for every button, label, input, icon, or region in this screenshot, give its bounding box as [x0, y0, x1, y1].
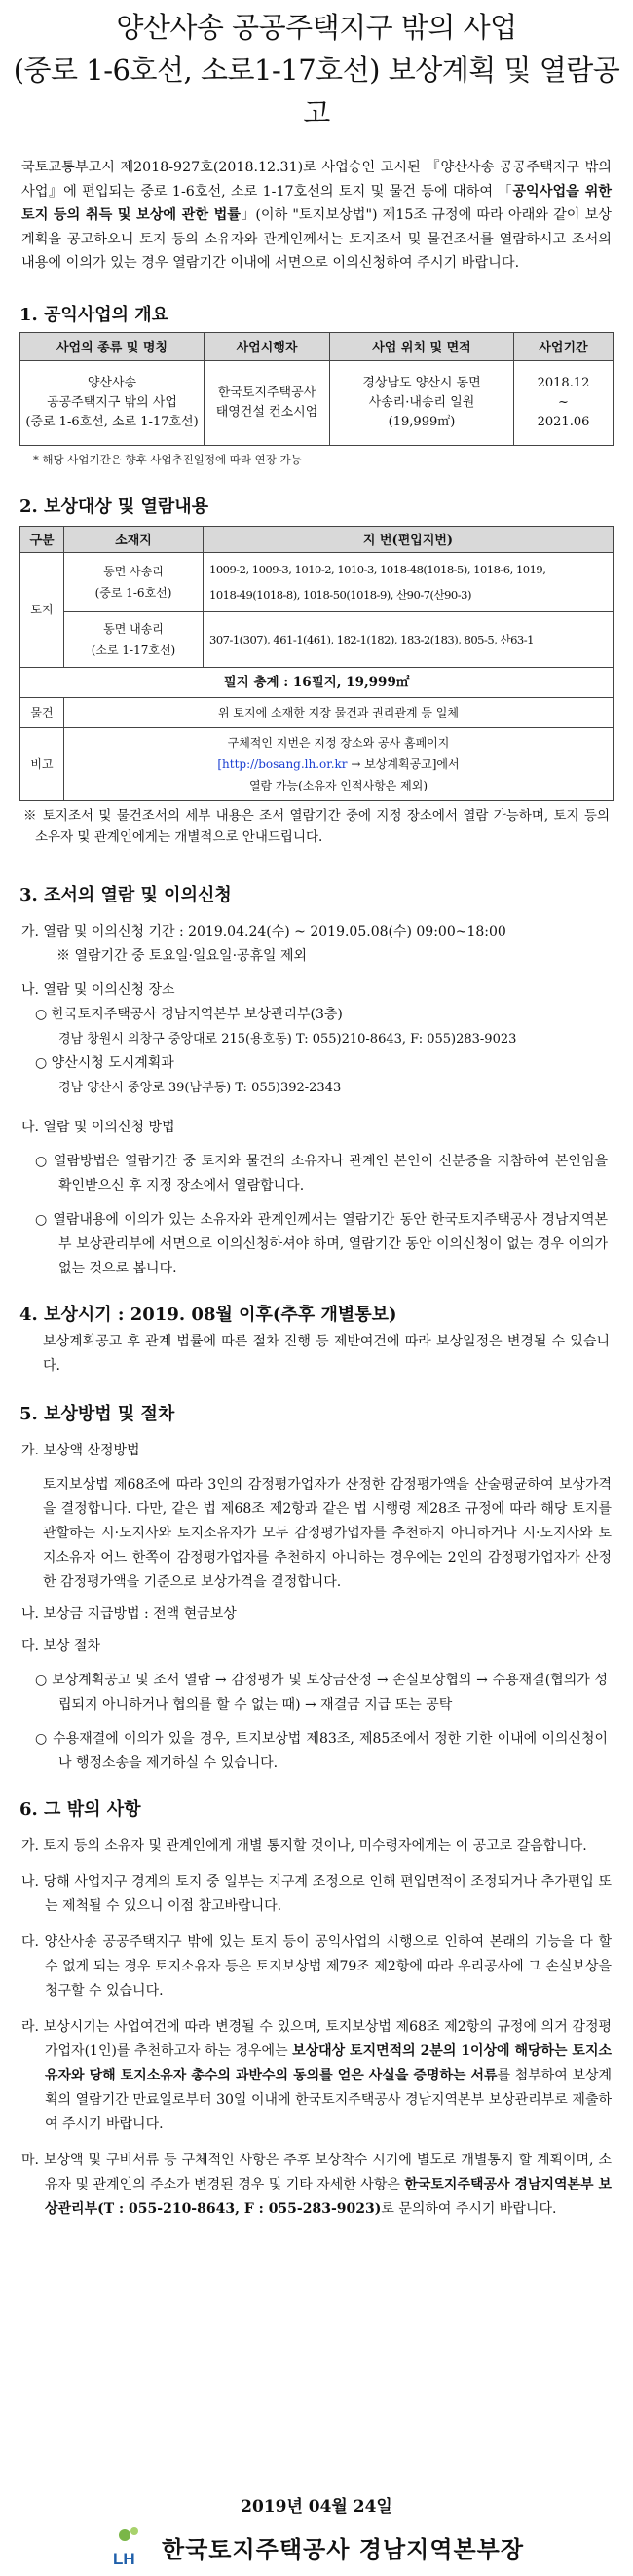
item-text: 를 첨부하여 보상계획의 열람기간 만료일로부터 30일 이내에 한국토지주택공사 경남지역본부 보상관리부로 제출하여 주시기 바랍니다. [45, 2067, 613, 2132]
intro-law-name: 공익사업을 위한 토지 등의 취득 및 보상에 관한 법률 [21, 183, 612, 223]
table-header: 사업 위치 및 면적 [330, 332, 514, 360]
table-header: 사업기간 [514, 332, 614, 360]
section-5-heading: 5. 보상방법 및 절차 [19, 1403, 175, 1424]
viewing-method-2: ○ 열람내용에 이의가 있는 소유자와 관계인께서는 열람기간 동안 한국토지주택공사 경남지역본부 보상관리부에 서면으로 이의신청하셔야 하며, 열람기간 동안 이의신청이 없는 경우 이의가 없는 것으로 봅니다. [35, 1211, 608, 1276]
notice-page [0, 6, 633, 2576]
other-item-e [21, 2149, 612, 2222]
intro-text-1: 국토교통부고시 제2018-927호(2018.12.31)로 사업승인 고시된 『양산사송 공공주택지구 밖의 사업』에 편입되는 중로 1-6호선, 소로 1-17호선의 토지 및 물건 등에 대하여 「 [21, 160, 612, 200]
lh-logo [109, 2525, 152, 2568]
payment-method: 나. 보상금 지급방법 : 전액 현금보상 [21, 1605, 237, 1622]
viewing-place-label: 나. 열람 및 이의신청 장소 [21, 981, 175, 998]
procedure-1: ○ 보상계획공고 및 조서 열람 → 감정평가 및 보상금산정 → 손실보상협의 → 수용재결(협의가 성립되지 아니하거나 협의를 할 수 없는 때) → 재결금 지급 또는 공탁 [35, 1672, 608, 1712]
footer [0, 2525, 633, 2568]
item-text: 라. 보상시기는 사업여건에 따라 변경될 수 있으며, 토지보상법 제68조 제2항의 규정에 의거 감정평가업자(1인)를 추천하고자 하는 경우에는 [21, 2018, 612, 2059]
location-cell [64, 611, 204, 667]
cell-line: 구체적인 지번은 지정 장소와 공사 홈페이지 [227, 735, 450, 750]
operator-cell [205, 360, 330, 445]
valuation-method-label: 가. 보상액 산정방법 [21, 1442, 140, 1458]
cell-line: 동면 내송리 [103, 621, 164, 636]
title-line-2: (중로 1-6호선, 소로1-17호선) 보상계획 및 열람공고 [13, 54, 620, 129]
procedure-label: 다. 보상 절차 [21, 1638, 100, 1654]
valuation-method-body: 토지보상법 제68조에 따라 3인의 감정평가업자가 산정한 감정평가액을 산술평균하여 보상가격을 결정합니다. 다만, 같은 법 제68조 제2항과 같은 법 시행령 제28조 규정에 따라 해당 토지를 관할하는 시·도지사와 토지소유자가 모두 감정평가업자를 추천하지 아니하거나 시·도지사와 토지소유자 어느 한쪽이 감정평가업자를 추천하지 아니하는 경우에는 2인의 감정평가업자가 산정한 감정평가액을 기준으로 보상가격을 결정합니다. [43, 1476, 612, 1590]
place-2-name: ○ 양산시청 도시계획과 [35, 1054, 174, 1071]
item-bold-text: 보상대상 토지면적의 2분의 1이상에 해당하는 토지소유자와 당해 토지소유자 총수의 과반수의 동의를 얻은 사실을 증명하는 서류 [45, 2042, 613, 2083]
viewing-period: 가. 열람 및 이의신청 기간 : 2019.04.24(수) ~ 2019.05.08(수) 09:00~18:00 [21, 923, 506, 939]
cell-line: 공공주택지구 밖의 사업 [47, 394, 177, 410]
intro-text-2: 」(이하 "토지보상법") 제15조 규정에 따라 아래와 같이 보상계획을 공고하오니 토지 등의 소유자와 관계인께서는 토지조서 및 물건조서를 열람하시고 조서의 내용에 이의가 있는 경우 열람기간 이내에 서면으로 이의신청하여 주시기 바랍니다. [21, 207, 612, 271]
item-bold-text: 한국토지주택공사 경남지역본부 보상관리부(T : 055-210-8643, F : 055-283-9023) [45, 2176, 613, 2217]
section-6-body [0, 1821, 633, 2222]
page-title [0, 6, 633, 134]
table-header: 소재지 [64, 526, 204, 552]
section-1 [0, 301, 633, 467]
cell-line: 사송리·내송리 일원 [368, 394, 475, 410]
place-2-address: 경남 양산시 중앙로 39(남부동) T: 055)392-2343 [58, 1080, 342, 1095]
table-header: 지 번(편입지번) [204, 526, 614, 552]
location-cell [64, 552, 204, 611]
section-2-heading: 2. 보상대상 및 열람내용 [19, 496, 209, 517]
intro-paragraph [21, 156, 612, 276]
place-1-address: 경남 창원시 의창구 중앙대로 215(용호동) T: 055)210-8643, F: 055)283-9023 [58, 1031, 517, 1047]
section-4 [0, 1301, 633, 1379]
project-name-cell [20, 360, 205, 445]
table-header: 구분 [20, 526, 64, 552]
other-item-b: 나. 당해 사업지구 경계의 토지 중 일부는 지구계 조정으로 인해 편입면적이 조정되거나 추가편입 또는 제척될 수 있으니 이점 참고바랍니다. [21, 1873, 612, 1914]
table-header: 사업의 종류 및 명칭 [20, 332, 205, 360]
cell-line: 양산사송 [87, 375, 137, 390]
cell-line [68, 754, 609, 775]
item-text: 마. 보상액 및 구비서류 등 구체적인 사항은 추후 보상착수 시기에 별도로 개별통지 할 계획이며, 소유자 및 관계인의 주소가 변경된 경우 및 기타 자세한 사항은 [21, 2152, 612, 2192]
section-3-heading: 3. 조서의 열람 및 이의신청 [19, 884, 232, 905]
cell-line: 태영건설 컨소시엄 [215, 404, 318, 420]
cell-line: 한국토지주택공사 [217, 385, 316, 400]
cell-line: 동면 사송리 [103, 564, 164, 578]
object-text-cell: 위 토지에 소재한 지장 물건과 권리관계 등 일체 [64, 697, 614, 727]
section-2 [0, 493, 633, 848]
cell-line: (중로 1-6호선, 소로 1-17호선) [25, 414, 199, 429]
section-4-heading: 4. 보상시기 : 2019. 08월 이후(추후 개별통보) [19, 1304, 397, 1325]
viewing-method-1: ○ 열람방법은 열람기간 중 토지와 물건의 소유자나 관계인 본인이 신분증을 지참하여 본인임을 확인받으신 후 지정 장소에서 열람합니다. [35, 1153, 608, 1194]
cell-line: (소로 1-17호선) [91, 643, 176, 657]
compensation-target-table [19, 526, 614, 801]
section-1-note: * 해당 사업기간은 향후 사업추진일정에 따라 연장 가능 [33, 452, 302, 466]
section-3 [0, 881, 633, 1281]
cell-line: 1018-49(1018-8), 1018-50(1018-9), 산90-7(산90-3) [209, 587, 471, 602]
viewing-period-note: ※ 열람기간 중 토요일·일요일·공휴일 제외 [56, 947, 308, 964]
remarks-label-cell: 비고 [20, 727, 64, 800]
cell-text: → 보상계획공고]에서 [347, 756, 460, 771]
cell-line: ~ [558, 394, 569, 410]
lot-numbers-cell [204, 552, 614, 611]
other-item-a: 가. 토지 등의 소유자 및 관계인에게 개별 통지할 것이나, 미수령자에게는 이 공고로 갈음합니다. [21, 1837, 587, 1854]
cell-line: (19,999㎡) [388, 414, 456, 429]
section-5-body [0, 1425, 633, 1776]
section-1-heading: 1. 공익사업의 개요 [19, 304, 169, 325]
cell-line: (중로 1-6호선) [94, 585, 172, 600]
lh-logo-mark [109, 2525, 152, 2568]
section-3-body [0, 906, 633, 1281]
total-row: 필지 총계 : 16필지, 19,999㎡ [20, 667, 614, 697]
object-label-cell: 물건 [20, 697, 64, 727]
period-cell [514, 360, 614, 445]
cell-line: 경상남도 양산시 동면 [362, 375, 481, 390]
cell-line: 2018.12 [537, 375, 590, 390]
title-line-1: 양산사송 공공주택지구 밖의 사업 [116, 11, 517, 44]
land-label-cell: 토지 [20, 552, 64, 667]
place-1-name: ○ 한국토지주택공사 경남지역본부 보상관리부(3층) [35, 1006, 343, 1022]
other-item-c: 다. 양산사송 공공주택지구 밖에 있는 토지 등이 공익사업의 시행으로 인하여 본래의 기능을 다 할 수 없게 되는 경우 토지소유자 등은 토지보상법 제79조 제2항에 따라 우리공사에 그 손실보상을 청구할 수 있습니다. [21, 1933, 612, 1999]
location-cell [330, 360, 514, 445]
remarks-text-cell [64, 727, 614, 800]
cell-line: 2021.06 [537, 414, 590, 429]
item-text: 로 문의하여 주시기 바랍니다. [381, 2200, 557, 2217]
section-6-heading: 6. 그 밖의 사항 [19, 1798, 141, 1820]
lh-logo-text: LH [112, 2550, 135, 2568]
procedure-2: ○ 수용재결에 이의가 있을 경우, 토지보상법 제83조, 제85조에서 정한 기한 이내에 이의신청이나 행정소송을 제기하실 수 있습니다. [35, 1730, 608, 1771]
bosang-website-link[interactable]: [http://bosang.lh.or.kr [217, 756, 348, 771]
section-4-body: 보상계획공고 후 관계 법률에 따른 절차 진행 등 제반여건에 따라 보상일정은 변경될 수 있습니다. [43, 1333, 610, 1374]
section-2-note: ※ 토지조서 및 물건조서의 세부 내용은 조서 열람기간 중에 지정 장소에서 열람 가능하며, 토지 등의 소유자 및 관계인에게는 개별적으로 안내드립니다. [23, 807, 610, 845]
project-overview-table [19, 332, 614, 446]
table-header: 사업시행자 [205, 332, 330, 360]
notice-date: 2019년 04월 24일 [241, 2497, 392, 2517]
section-5 [0, 1400, 633, 1776]
issuer-name: 한국토지주택공사 경남지역본부장 [161, 2535, 525, 2563]
viewing-method-label: 다. 열람 및 이의신청 방법 [21, 1119, 175, 1135]
cell-line: 열람 가능(소유자 인적사항은 제외) [248, 778, 428, 792]
other-item-d [21, 2015, 612, 2137]
section-6 [0, 1795, 633, 2222]
lot-numbers-cell: 307-1(307), 461-1(461), 182-1(182), 183-2(183), 805-5, 산63-1 [204, 611, 614, 667]
cell-line: 1009-2, 1009-3, 1010-2, 1010-3, 1018-48(1018-5), 1018-6, 1019, [209, 562, 546, 576]
